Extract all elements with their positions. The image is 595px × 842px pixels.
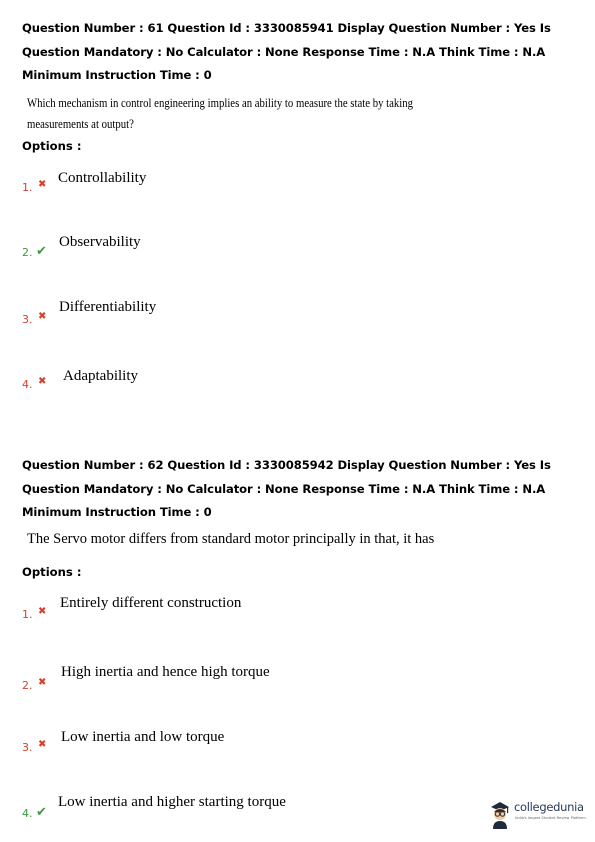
option-number: 3. xyxy=(22,741,33,754)
option-text: High inertia and hence high torque xyxy=(61,664,270,680)
question-text: Which mechanism in control engineering implies an ability to measure the state by taking measurements at output? xyxy=(27,96,414,131)
check-icon: ✔ xyxy=(36,243,47,258)
cross-icon: ✖ xyxy=(38,677,47,688)
option-text: Entirely different construction xyxy=(60,595,242,611)
cross-icon: ✖ xyxy=(38,739,47,750)
option-number: 2. xyxy=(22,246,33,259)
option-text: Differentiability xyxy=(59,299,157,315)
collegedunia-logo xyxy=(488,797,588,831)
check-icon: ✔ xyxy=(36,804,47,819)
option-number: 4. xyxy=(22,378,33,391)
brand-tagline: India's largest Student Review Platform xyxy=(515,816,586,820)
question-header: Question Number : 62 Question Id : 3330085942 Display Question Number : Yes Is Question Mandatory : No Calculator : None Response Time : N.A Think Time : N.A Minimum Instruction Time : 0 xyxy=(22,458,551,519)
cross-icon: ✖ xyxy=(38,311,47,322)
cross-icon: ✖ xyxy=(38,606,47,617)
question-header: Question Number : 61 Question Id : 3330085941 Display Question Number : Yes Is Question Mandatory : No Calculator : None Response Time : N.A Think Time : N.A Minimum Instruction Time : 0 xyxy=(22,21,551,82)
option-number: 4. xyxy=(22,807,33,820)
option-text: Controllability xyxy=(58,170,147,186)
option-text: Low inertia and low torque xyxy=(61,729,225,745)
option-text: Observability xyxy=(59,234,141,250)
option-number: 1. xyxy=(22,181,33,194)
option-number: 3. xyxy=(22,313,33,326)
cross-icon: ✖ xyxy=(38,179,47,190)
question-text: The Servo motor differs from standard motor principally in that, it has xyxy=(27,531,435,547)
option-text: Low inertia and higher starting torque xyxy=(58,794,286,810)
cross-icon: ✖ xyxy=(38,376,47,387)
options-label: Options : xyxy=(22,139,82,153)
option-number: 1. xyxy=(22,608,33,621)
option-number: 2. xyxy=(22,679,33,692)
options-label: Options : xyxy=(22,565,82,579)
brand-name: collegedunia xyxy=(514,800,584,814)
option-text: Adaptability xyxy=(63,368,138,384)
student-mascot-icon xyxy=(488,797,512,829)
